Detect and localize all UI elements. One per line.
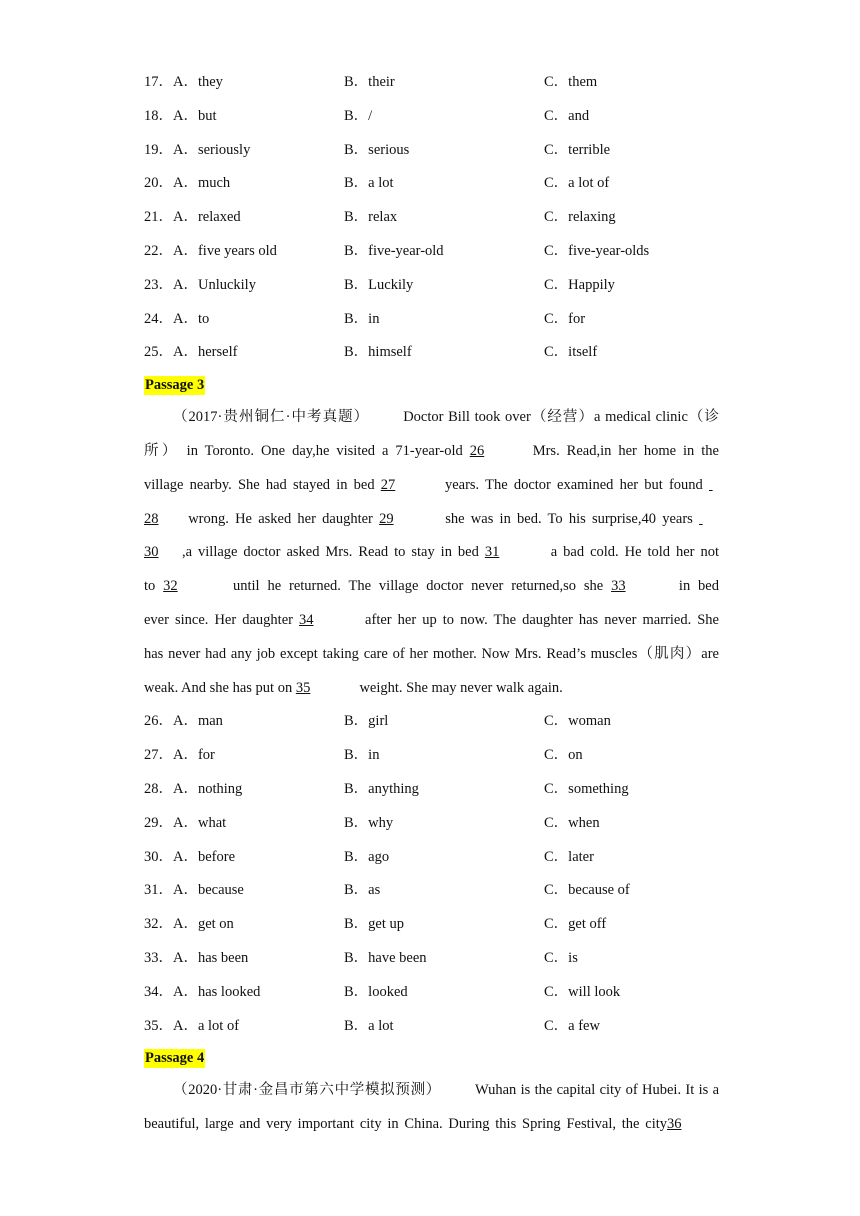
option-a: 22．A．five years old: [144, 242, 277, 259]
option-c: C．because of: [544, 882, 630, 899]
option-a: 19．A．seriously: [144, 141, 251, 158]
option-row-26: [144, 705, 719, 739]
paragraph-line: （2017·贵州铜仁·中考真题） Doctor Bill took over（经营）a medical clinic（诊: [173, 409, 719, 426]
option-b: B．a lot: [344, 1017, 394, 1034]
paragraph-line: weak. And she has put on 35 weight. She may never walk again.: [144, 672, 719, 706]
answer-blank: 33: [611, 578, 626, 595]
option-a: 17．A．they: [144, 74, 223, 90]
option-c: C．something: [544, 780, 629, 797]
option-row-29: [144, 807, 719, 841]
option-row-17: [144, 66, 719, 100]
answer-blank: 31: [484, 544, 500, 561]
option-b: B．looked: [344, 983, 408, 1000]
option-row-20: [144, 167, 719, 201]
paragraph-line: （2020·甘肃·金昌市第六中学模拟预测） Wuhan is the capital city of Hubei. It is a: [173, 1082, 720, 1099]
option-b: B．why: [344, 814, 394, 831]
option-row-23: [144, 269, 719, 303]
option-c: C．a few: [544, 1017, 600, 1034]
option-row-22: [144, 235, 719, 269]
paragraph-line: 28 wrong. He asked her daughter 29 she was in bed. To his surprise,40 years: [144, 503, 719, 537]
passage4-text: [144, 1074, 719, 1142]
option-a: 27．A．for: [144, 747, 215, 764]
option-c: C．get off: [544, 916, 607, 933]
paragraph-line: to 32 until he returned. The village doctor never returned,so she 33 in bed: [144, 570, 719, 604]
passage2-options: [144, 66, 719, 370]
answer-blank: 32: [163, 578, 178, 595]
option-a: 32．A．get on: [144, 916, 234, 933]
option-b: B．as: [344, 882, 381, 899]
option-b: B．five-year-old: [344, 242, 444, 259]
option-a: 18．A．but: [144, 107, 217, 124]
paragraph-line: has never had any job except taking care of her mother. Now Mrs. Read’s muscles（肌肉）are: [144, 645, 719, 662]
option-a: 29．A．what: [144, 814, 227, 831]
option-row-32: [144, 908, 719, 942]
option-row-21: [144, 201, 719, 235]
option-b: B．in: [344, 747, 380, 764]
option-row-28: [144, 773, 719, 807]
option-c: C．a lot of: [544, 175, 610, 192]
option-c: C．later: [544, 848, 594, 865]
passage-label: Passage 4: [145, 1050, 205, 1067]
answer-blank: 34: [299, 611, 314, 628]
option-c: C．them: [544, 74, 598, 90]
option-a: 26．A．man: [144, 713, 223, 730]
option-a: 23．A．Unluckily: [144, 276, 256, 293]
option-b: B．relax: [344, 209, 398, 226]
paragraph-line: ever since. Her daughter 34 after her up to now. The daughter has never married. She: [144, 604, 719, 638]
option-b: B．ago: [344, 848, 390, 865]
passage3-heading: [144, 370, 719, 401]
answer-blank: 35: [295, 679, 311, 696]
option-c: C．woman: [544, 713, 611, 730]
passage3-text: [144, 401, 719, 705]
option-c: C．and: [544, 107, 590, 124]
option-c: C．relaxing: [544, 209, 616, 226]
source-note: （2017·贵州铜仁·中考真题）: [173, 409, 370, 426]
option-row-24: [144, 303, 719, 337]
paragraph-line: 所） in Toronto. One day,he visited a 71-year-old 26 Mrs. Read,in her home in the: [144, 435, 719, 469]
option-a: 28．A．nothing: [144, 780, 243, 797]
option-a: 24．A．to: [144, 310, 210, 327]
option-b: B．anything: [344, 780, 419, 797]
option-row-35: [144, 1010, 719, 1044]
option-b: B．/: [344, 107, 373, 124]
option-a: 35．A．a lot of: [144, 1017, 240, 1034]
answer-blank-start: [699, 503, 719, 537]
option-c: C．on: [544, 747, 583, 764]
option-c: C．terrible: [544, 141, 611, 158]
option-b: B．serious: [344, 141, 410, 158]
option-b: B．girl: [344, 713, 389, 730]
option-a: 34．A．has looked: [144, 983, 261, 1000]
option-c: C．Happily: [544, 276, 615, 293]
option-b: B．in: [344, 310, 380, 327]
answer-blank-start: [709, 469, 719, 503]
paragraph-line: village nearby. She had stayed in bed 27 years. The doctor examined her but found: [144, 469, 719, 503]
option-a: 21．A．relaxed: [144, 209, 241, 226]
source-note: （2020·甘肃·金昌市第六中学模拟预测）: [173, 1082, 441, 1099]
answer-blank: 26: [469, 442, 485, 459]
option-b: B．Luckily: [344, 276, 414, 293]
passage3-options: [144, 705, 719, 1043]
option-c: C．when: [544, 814, 600, 831]
option-b: B．have been: [344, 949, 427, 966]
option-a: 20．A．much: [144, 175, 231, 192]
paragraph-line: beautiful, large and very important city in China. During this Spring Festival, the city36: [144, 1108, 719, 1142]
document-page: [144, 66, 719, 1142]
option-b: B．a lot: [344, 175, 394, 192]
option-row-30: [144, 841, 719, 875]
option-a: 33．A．has been: [144, 949, 249, 966]
option-row-25: [144, 336, 719, 370]
option-b: B．himself: [344, 344, 412, 361]
passage4-heading: [144, 1043, 719, 1074]
paragraph-line: 30 ,a village doctor asked Mrs. Read to stay in bed 31 a bad cold. He told her not: [144, 536, 719, 570]
option-c: C．itself: [544, 344, 598, 361]
option-row-19: [144, 134, 719, 168]
answer-blank: 29: [379, 510, 394, 527]
option-row-18: [144, 100, 719, 134]
option-a: 25．A．herself: [144, 344, 238, 361]
option-row-33: [144, 942, 719, 976]
answer-blank: 28: [144, 510, 159, 527]
option-c: C．is: [544, 949, 578, 966]
option-c: C．for: [544, 310, 586, 327]
option-b: B．their: [344, 74, 395, 90]
answer-blank: 30: [144, 544, 159, 561]
answer-blank: 27: [380, 476, 396, 493]
option-c: C．will look: [544, 983, 621, 1000]
option-c: C．five-year-olds: [544, 242, 650, 259]
option-row-31: [144, 874, 719, 908]
passage-label: Passage 3: [145, 377, 205, 394]
option-row-27: [144, 739, 719, 773]
answer-blank: 36: [667, 1116, 682, 1133]
option-b: B．get up: [344, 916, 405, 933]
option-a: 30．A．before: [144, 848, 236, 865]
option-a: 31．A．because: [144, 882, 244, 899]
option-row-34: [144, 976, 719, 1010]
